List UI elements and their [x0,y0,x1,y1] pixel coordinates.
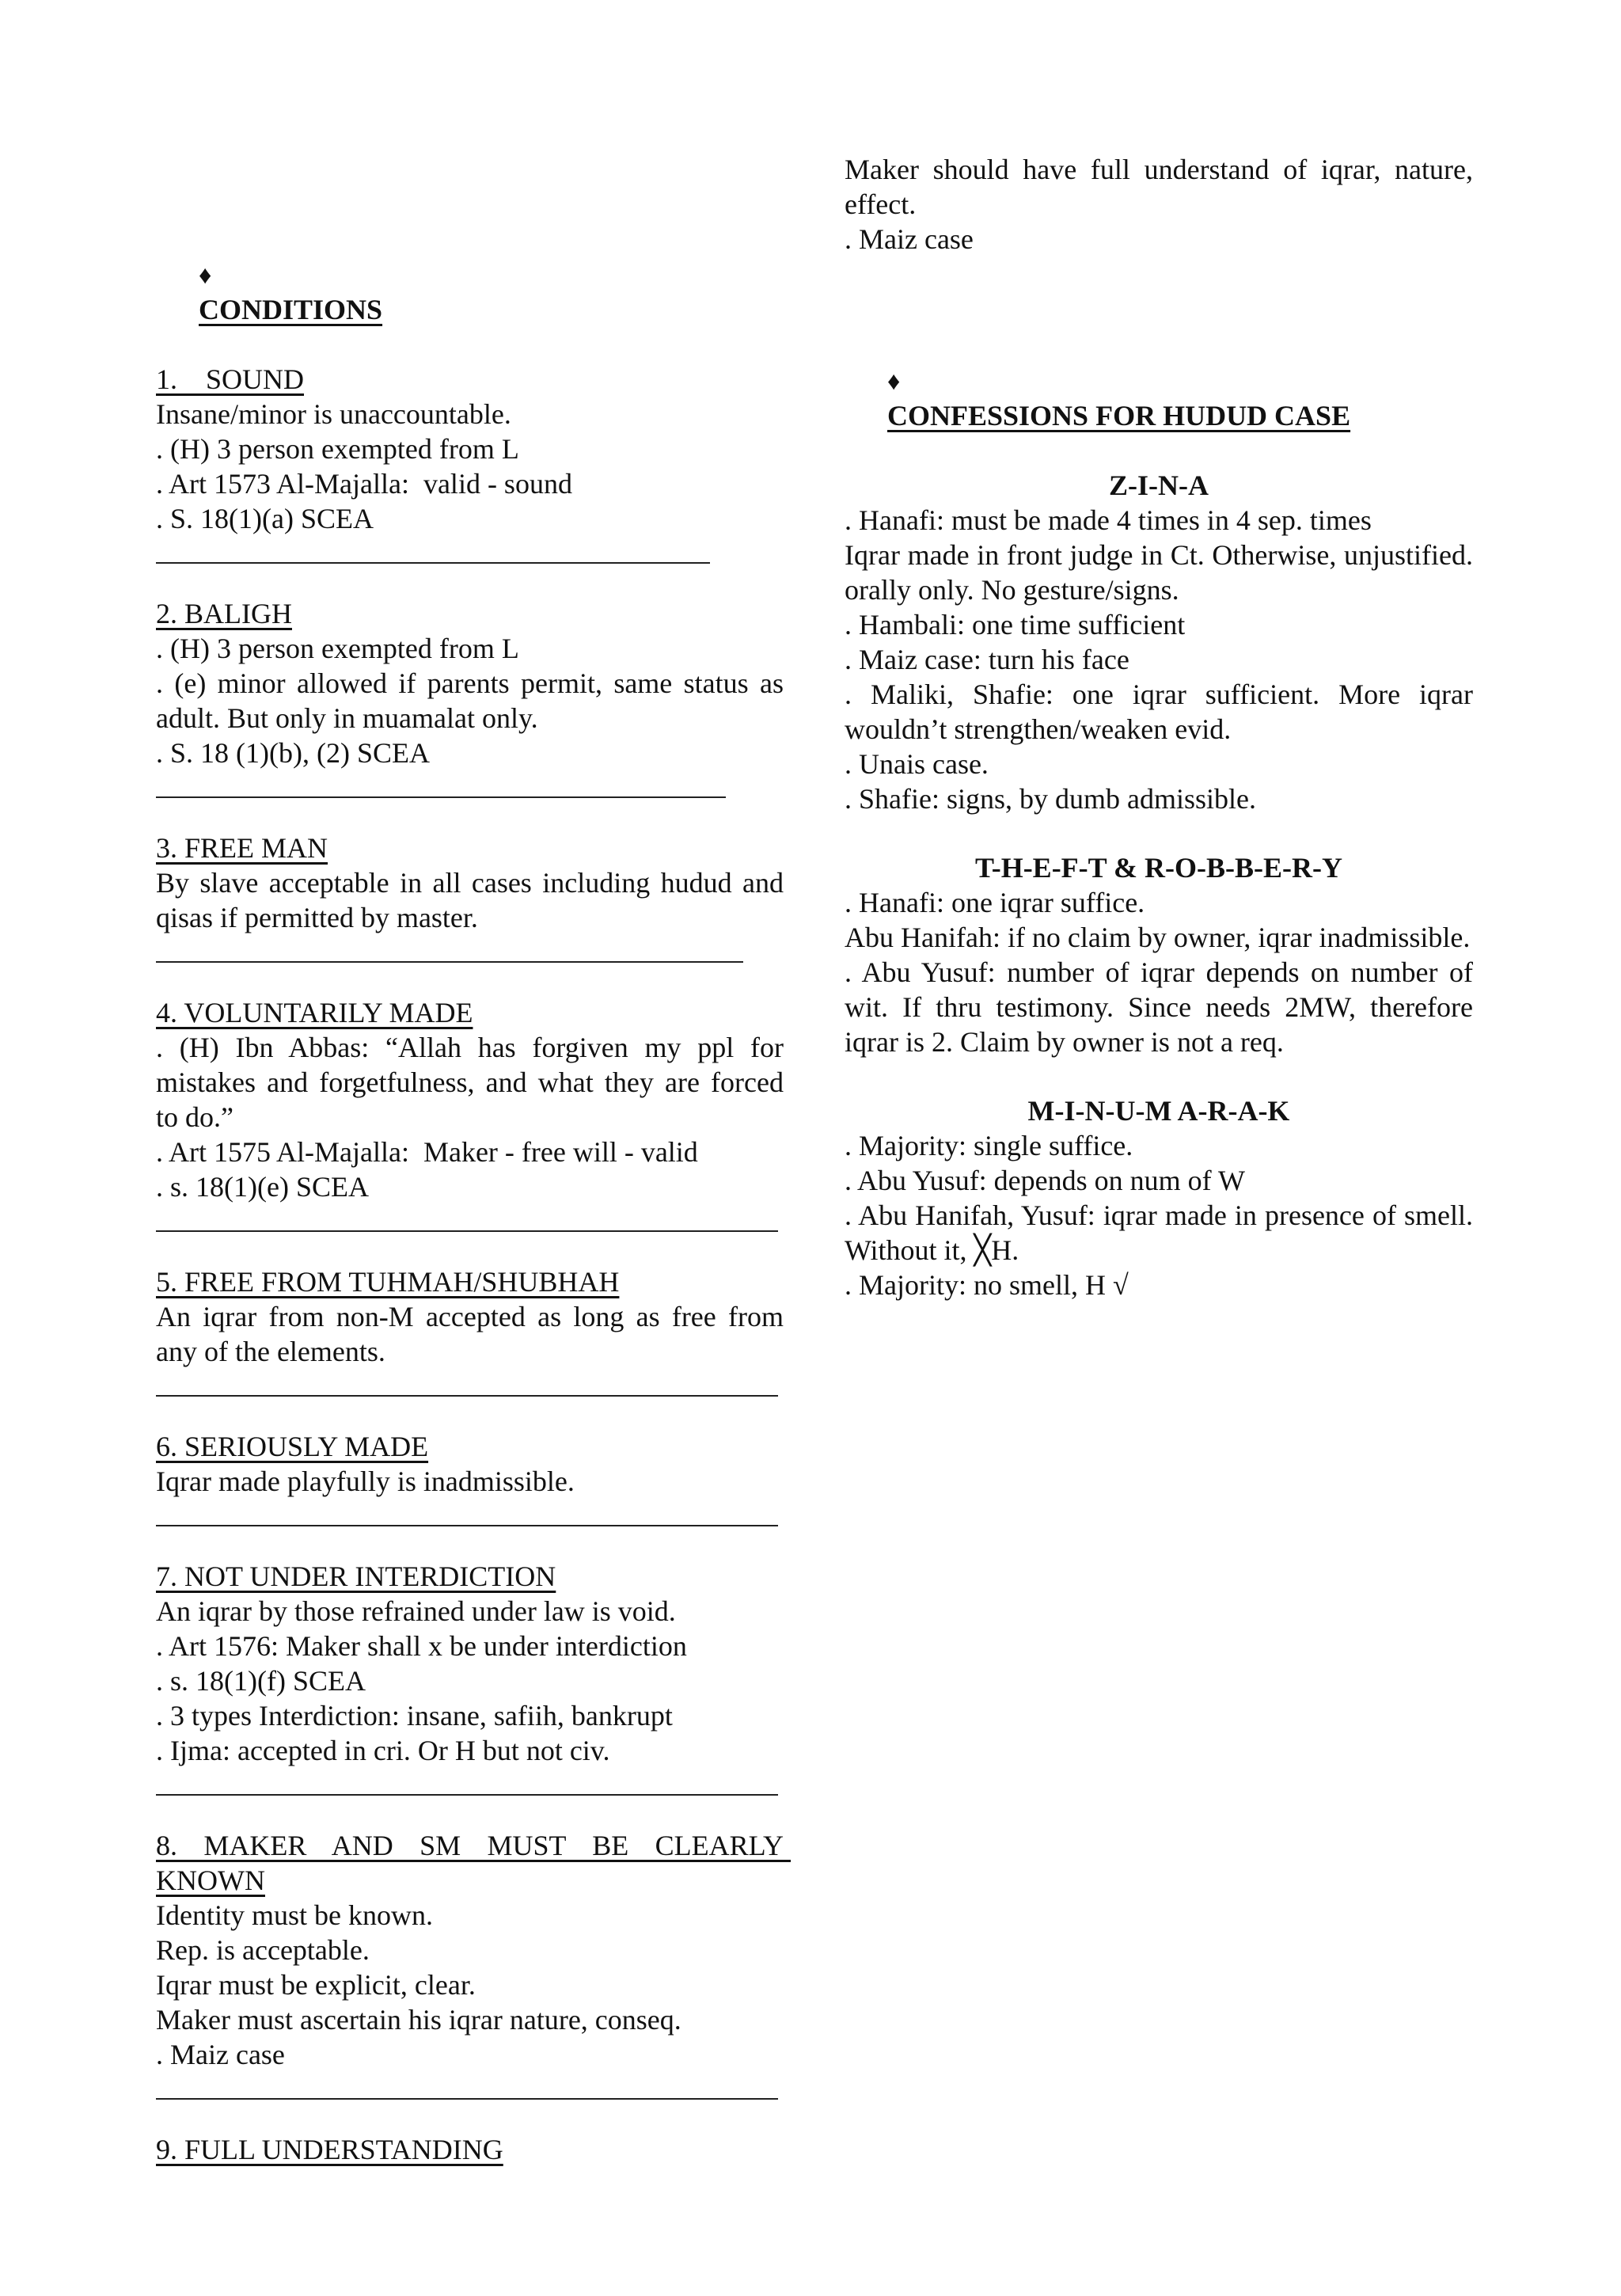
separator-line [156,562,710,564]
subsection-line: . Hanafi: one iqrar suffice. [845,887,1145,918]
section-line: Identity must be known. [156,1899,433,1931]
subsection-title: Z-I-N-A [1109,469,1209,501]
subsection-line: . Shafie: signs, by dumb admissible. [845,783,1256,815]
separator-line [156,796,726,798]
conditions-heading [156,222,784,362]
diamond-bullet-icon: ♦ [199,260,212,289]
section-line: . (H) 3 person exempted from L [156,433,519,465]
section-line: . 3 types Interdiction: insane, safiih, bankrupt [156,1700,673,1732]
section-line: . Art 1575 Al-Majalla: Maker - free will - valid [156,1136,698,1168]
section-line: . s. 18(1)(e) SCEA [156,1171,369,1203]
subsection-line: . Maliki, Shafie: one iqrar sufficient. More iqrar wouldn’t strengthen/weaken evid. [845,679,1480,745]
subsection-line: Abu Hanifah: if no claim by owner, iqrar inadmissible. [845,922,1471,953]
section-title: 8. MAKER AND SM MUST BE CLEARLY KNOWN [156,1830,791,1896]
subsection-line: . Unais case. [845,748,989,780]
separator-line [156,1230,778,1232]
subsection-title: M-I-N-U-M A-R-A-K [1027,1095,1290,1127]
separator-line [156,2098,778,2100]
subsection-line: . Hanafi: must be made 4 times in 4 sep. times [845,504,1372,536]
separator-line [156,961,743,963]
conditions-heading-text: CONDITIONS [199,294,383,325]
right-column [845,152,1487,1302]
section-line: . Maiz case [156,2039,285,2070]
section-line: . Art 1576: Maker shall x be under interdiction [156,1630,687,1662]
section-line: . Art 1573 Al-Majalla: valid - sound [156,468,572,500]
continuation-line: Maker should have full understand of iqrar, nature, effect. [845,154,1480,220]
subsection-line: . Abu Yusuf: number of iqrar depends on number of wit. If thru testimony. Since needs 2MW, therefore iqrar is 2. Claim by owner is not a req. [845,956,1480,1058]
section-line: . S. 18 (1)(b), (2) SCEA [156,737,430,769]
section-line: Rep. is acceptable. [156,1934,370,1966]
subsection-line: . Majority: single suffice. [845,1130,1133,1161]
section-line: . (H) 3 person exempted from L [156,633,519,664]
section-title: 7. NOT UNDER INTERDICTION [156,1560,556,1592]
spacer [845,816,1473,850]
spacer [845,257,1473,328]
section-line: . Ijma: accepted in cri. Or H but not civ. [156,1735,610,1766]
diamond-bullet-icon: ♦ [887,367,901,395]
subsection-line: . Majority: no smell, H √ [845,1269,1129,1301]
subsection-title: T-H-E-F-T & R-O-B-B-E-R-Y [975,852,1342,884]
section-title: 2. BALIGH [156,598,292,629]
continuation-line: . Maiz case [845,223,974,255]
section-line: Iqrar made playfully is inadmissible. [156,1465,575,1497]
left-column [156,222,791,2167]
subsection-line: . Abu Yusuf: depends on num of W [845,1165,1245,1196]
hudud-heading-text: CONFESSIONS FOR HUDUD CASE [887,400,1351,431]
subsection-line: . Maiz case: turn his face [845,644,1129,675]
subsection-line: Iqrar made in front judge in Ct. Otherwise, unjustified. orally only. No gesture/signs. [845,539,1487,606]
section-line: Iqrar must be explicit, clear. [156,1969,476,2001]
section-title: 9. FULL UNDERSTANDING [156,2134,503,2165]
section-title: 6. SERIOUSLY MADE [156,1431,429,1462]
section-line: Maker must ascertain his iqrar nature, conseq. [156,2004,681,2036]
section-line: . (e) minor allowed if parents permit, same status as adult. But only in muamalat only. [156,667,791,734]
section-line: By slave acceptable in all cases including hudud and qisas if permitted by master. [156,867,791,933]
section-title: 3. FREE MAN [156,832,328,864]
section-line: Insane/minor is unaccountable. [156,398,511,430]
section-title: 4. VOLUNTARILY MADE [156,997,473,1028]
section-line: . (H) Ibn Abbas: “Allah has forgiven my ppl for mistakes and forgetfulness, and what they are forced to do.” [156,1032,791,1133]
section-line: An iqrar by those refrained under law is void. [156,1595,676,1627]
section-line: . s. 18(1)(f) SCEA [156,1665,366,1697]
section-title: 5. FREE FROM TUHMAH/SHUBHAH [156,1266,620,1298]
separator-line [156,1525,778,1526]
section-title: 1. SOUND [156,363,305,395]
separator-line [156,1395,778,1397]
section-line: . S. 18(1)(a) SCEA [156,503,374,534]
subsection-line: . Hambali: one time sufficient [845,609,1186,641]
subsection-line: . Abu Hanifah, Yusuf: iqrar made in presence of smell. Without it, ╳H. [845,1199,1480,1266]
section-line: An iqrar from non-M accepted as long as free from any of the elements. [156,1301,791,1367]
separator-line [156,1794,778,1796]
spacer [845,1059,1473,1093]
hudud-heading [845,328,1473,468]
